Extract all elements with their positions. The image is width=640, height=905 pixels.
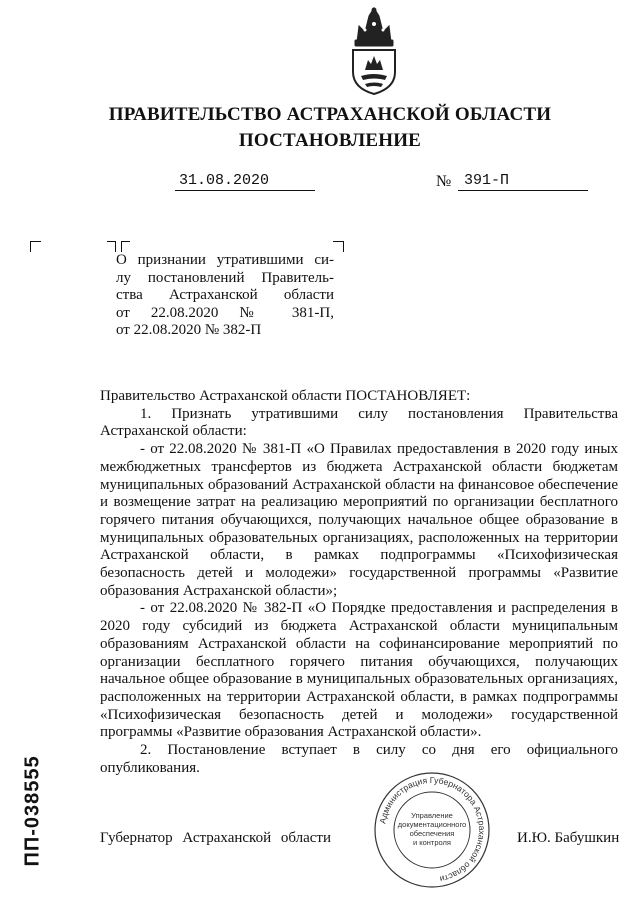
- number-sign: №: [436, 173, 452, 190]
- stamp-center-line: и контроля: [412, 838, 452, 847]
- item-1-subitem-b: - от 22.08.2020 № 382-П «О Порядке предоставления и распределения в 2020 году субсидий из бюджета Астраханской области муниципальным образованиям Астраханской области на софинансирование мероприятий по организации бесплатного горячего питания обучающихся, получающих начальное общее образование в муниципальных образовательных организациях, расположенных на территории Астраханской области, в рамках подпрограммы «Психофизическая безопасность детей и молодежи» государственной программы «Развитие образования Астраханской области».: [100, 600, 618, 741]
- document-number: 391-П: [464, 172, 510, 189]
- corner-mark-subject-left-b: [121, 241, 130, 252]
- stamp-center-line: документационного: [397, 820, 467, 829]
- subject-block: [116, 252, 334, 340]
- document-type-title: ПОСТАНОВЛЕНИЕ: [238, 130, 422, 151]
- preamble: Правительство Астраханской области ПОСТАНОВЛЯЕТ:: [100, 388, 471, 404]
- official-stamp: [372, 770, 492, 890]
- document-date: 31.08.2020: [179, 172, 270, 189]
- item-2: 2. Постановление вступает в силу со дня его официального опубликования.: [100, 742, 618, 776]
- signatory-name: И.Ю. Бабушкин: [517, 830, 620, 846]
- corner-mark-left: [30, 241, 41, 252]
- registration-number-block: [22, 750, 44, 865]
- subject-line: от 22.08.2020 № 382-П: [116, 322, 262, 338]
- registration-number: ПП-038555: [21, 755, 44, 867]
- subject-line: О признании утратившими си-: [116, 252, 334, 268]
- document-body: [100, 388, 618, 777]
- subject-line: ства Астраханской области: [116, 287, 334, 303]
- coat-of-arms-emblem: [347, 6, 401, 96]
- government-name: ПРАВИТЕЛЬСТВО АСТРАХАНСКОЙ ОБЛАСТИ: [108, 104, 552, 125]
- subject-line: от 22.08.2020 № 381-П,: [116, 304, 334, 321]
- item-1-subitem-a: - от 22.08.2020 № 381-П «О Правилах предоставления в 2020 году иных межбюджетных трансфертов из бюджета Астраханской области бюджетам муниципальных образований Астраханской области на финансовое обеспечение и возмещение затрат на реализацию мероприятий по организации бесплатного горячего питания обучающихся, получающих начальное общее образование в муниципальных образовательных организациях, расположенных на территории Астраханской области, в рамках подпрограммы «Психофизическая безопасность детей и молодежи» государственной программы «Развитие образования Астраханской области»;: [100, 441, 618, 599]
- signatory-title: Губернатор Астраханской области: [100, 830, 332, 846]
- subject-line: лу постановлений Правитель-: [116, 269, 334, 286]
- corner-mark-subject-right: [333, 241, 344, 252]
- item-1-intro: 1. Признать утратившими силу постановления Правительства Астраханской области:: [100, 405, 618, 440]
- corner-mark-subject-left-a: [107, 241, 116, 252]
- document-number-field: [458, 172, 588, 191]
- stamp-ring-text: Администрация Губернатора Астраханской области: [377, 774, 488, 885]
- document-date-field: [175, 172, 315, 191]
- stamp-center-line: обеспечения: [409, 829, 455, 838]
- stamp-center-line: Управление: [411, 811, 453, 820]
